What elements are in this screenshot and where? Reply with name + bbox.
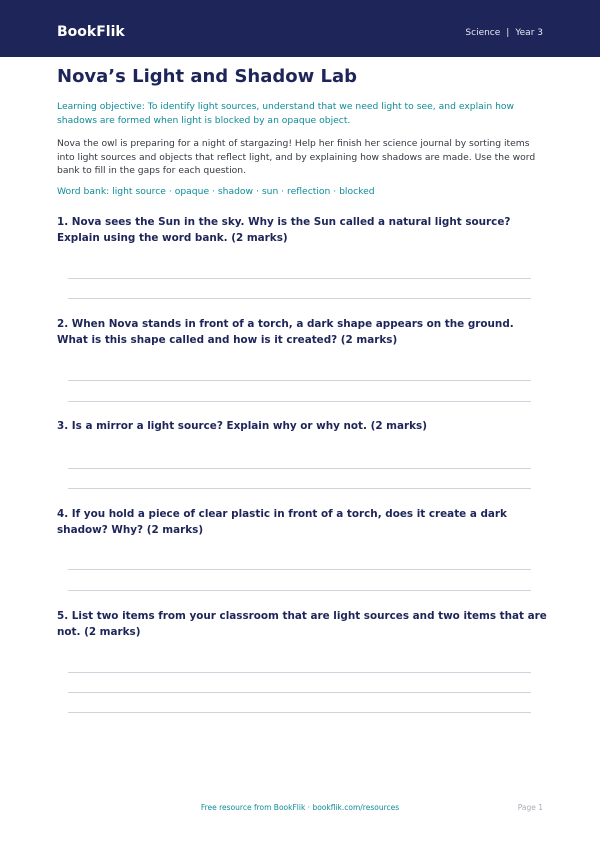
meta-separator: | — [506, 28, 510, 38]
answer-line[interactable] — [68, 278, 531, 279]
answer-line[interactable] — [68, 672, 531, 673]
page-header — [0, 0, 600, 57]
answer-line[interactable] — [68, 569, 531, 570]
answer-line[interactable] — [68, 298, 531, 299]
question-text: 4. If you hold a piece of clear plastic in front of a torch, does it create a dark shadow? Why? (2 marks) — [57, 508, 507, 536]
question-3 — [57, 419, 547, 435]
question-text: 5. List two items from your classroom that are light sources and two items that are not. (2 marks) — [57, 610, 547, 638]
year-label: Year 3 — [515, 28, 543, 38]
intro-paragraph: Nova the owl is preparing for a night of stargazing! Help her finish her science journal by sorting items into light sources and objects that reflect light, and by explaining how shadows are made. Use the word bank to fill in the gaps for each question. — [57, 138, 536, 176]
answer-line[interactable] — [68, 488, 531, 489]
worksheet-title: Nova’s Light and Shadow Lab — [57, 66, 358, 87]
question-text: 1. Nova sees the Sun in the sky. Why is the Sun called a natural light source? Explain using the word bank. (2 marks) — [57, 216, 511, 244]
header-meta — [465, 27, 543, 39]
word-bank: Word bank: light source · opaque · shadow · sun · reflection · blocked — [57, 186, 375, 197]
question-4 — [57, 507, 547, 538]
question-text: 3. Is a mirror a light source? Explain why or why not. (2 marks) — [57, 420, 427, 432]
question-1 — [57, 215, 547, 246]
answer-line[interactable] — [68, 468, 531, 469]
page-number: Page 1 — [517, 803, 543, 812]
answer-line[interactable] — [68, 590, 531, 591]
question-2 — [57, 317, 547, 348]
answer-line[interactable] — [68, 380, 531, 381]
question-text: 2. When Nova stands in front of a torch, a dark shape appears on the ground. What is this shape called and how is it created? (2 marks) — [57, 318, 514, 346]
answer-line[interactable] — [68, 712, 531, 713]
brand-logo-text[interactable]: BookFlik — [57, 24, 125, 40]
learning-objective: Learning objective: To identify light sources, understand that we need light to see, and explain how shadows are formed when light is blocked by an opaque object. — [57, 101, 515, 126]
subject-label: Science — [465, 28, 501, 38]
answer-line[interactable] — [68, 401, 531, 402]
answer-line[interactable] — [68, 692, 531, 693]
question-5 — [57, 609, 547, 640]
footer-resource-link[interactable]: Free resource from BookFlik · bookflik.com/resources — [200, 803, 400, 812]
